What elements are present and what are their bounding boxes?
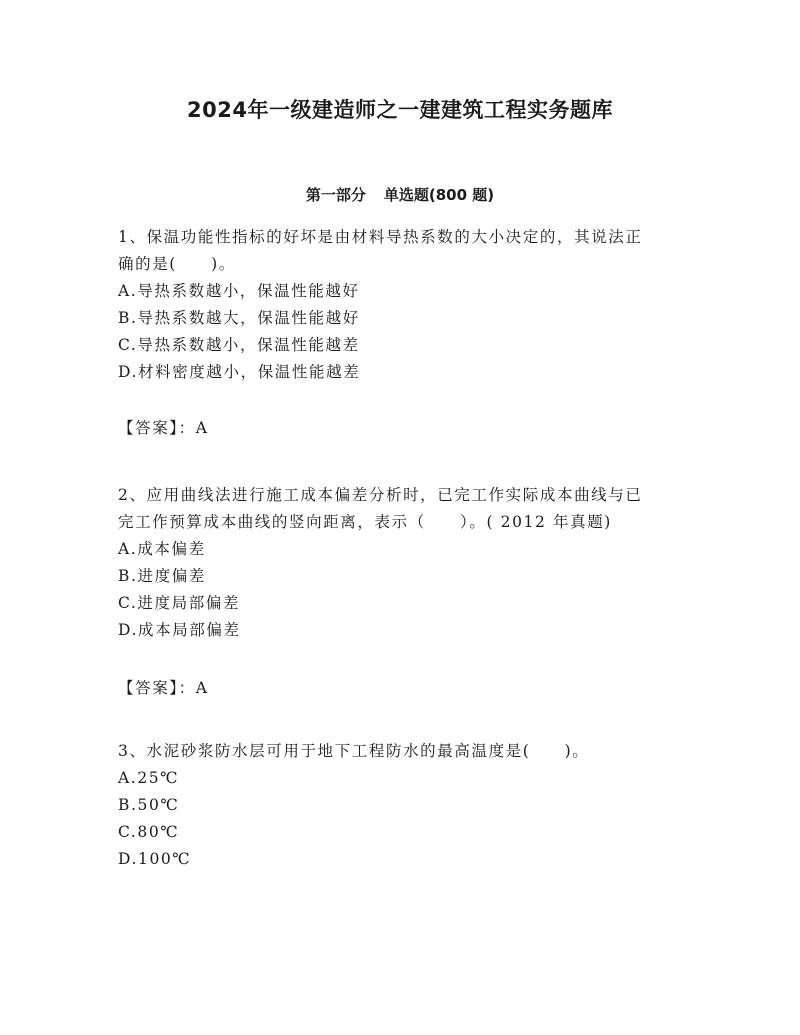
section-part: 第一部分 bbox=[305, 186, 366, 204]
option-d: D.成本局部偏差 bbox=[118, 621, 241, 639]
option-a: A.25℃ bbox=[118, 769, 180, 787]
section-type: 单选题(800 题) bbox=[383, 186, 495, 204]
question-stem: 1、保温功能性指标的好坏是由材料导热系数的大小决定的，其说法正 bbox=[118, 228, 643, 246]
question-stem-cont: 完工作预算成本曲线的竖向距离，表示（ ）。( 2012 年真题) bbox=[118, 513, 612, 531]
option-a: A.导热系数越小，保温性能越好 bbox=[118, 282, 360, 300]
option-c: C.进度局部偏差 bbox=[118, 594, 241, 612]
option-a: A.成本偏差 bbox=[118, 540, 206, 558]
option-c: C.80℃ bbox=[118, 823, 180, 841]
option-c: C.导热系数越小，保温性能越差 bbox=[118, 336, 360, 354]
question-stem: 3、水泥砂浆防水层可用于地下工程防水的最高温度是( )。 bbox=[118, 742, 590, 760]
option-b: B.50℃ bbox=[118, 796, 180, 814]
answer-2: 【答案】：A bbox=[118, 679, 209, 697]
option-b: B.导热系数越大，保温性能越好 bbox=[118, 309, 360, 327]
option-d: D.100℃ bbox=[118, 850, 192, 868]
question-3 bbox=[118, 738, 684, 873]
answer-1: 【答案】：A bbox=[118, 419, 209, 437]
option-b: B.进度偏差 bbox=[118, 567, 206, 585]
question-1 bbox=[118, 224, 684, 386]
question-stem-cont: 确的是( )。 bbox=[118, 255, 236, 273]
question-stem: 2、应用曲线法进行施工成本偏差分析时，已完工作实际成本曲线与已 bbox=[118, 486, 643, 504]
section-heading bbox=[0, 184, 800, 205]
question-2 bbox=[118, 482, 684, 644]
document-title: 2024年一级建造师之一建建筑工程实务题库 bbox=[187, 98, 613, 122]
option-d: D.材料密度越小，保温性能越差 bbox=[118, 363, 361, 381]
